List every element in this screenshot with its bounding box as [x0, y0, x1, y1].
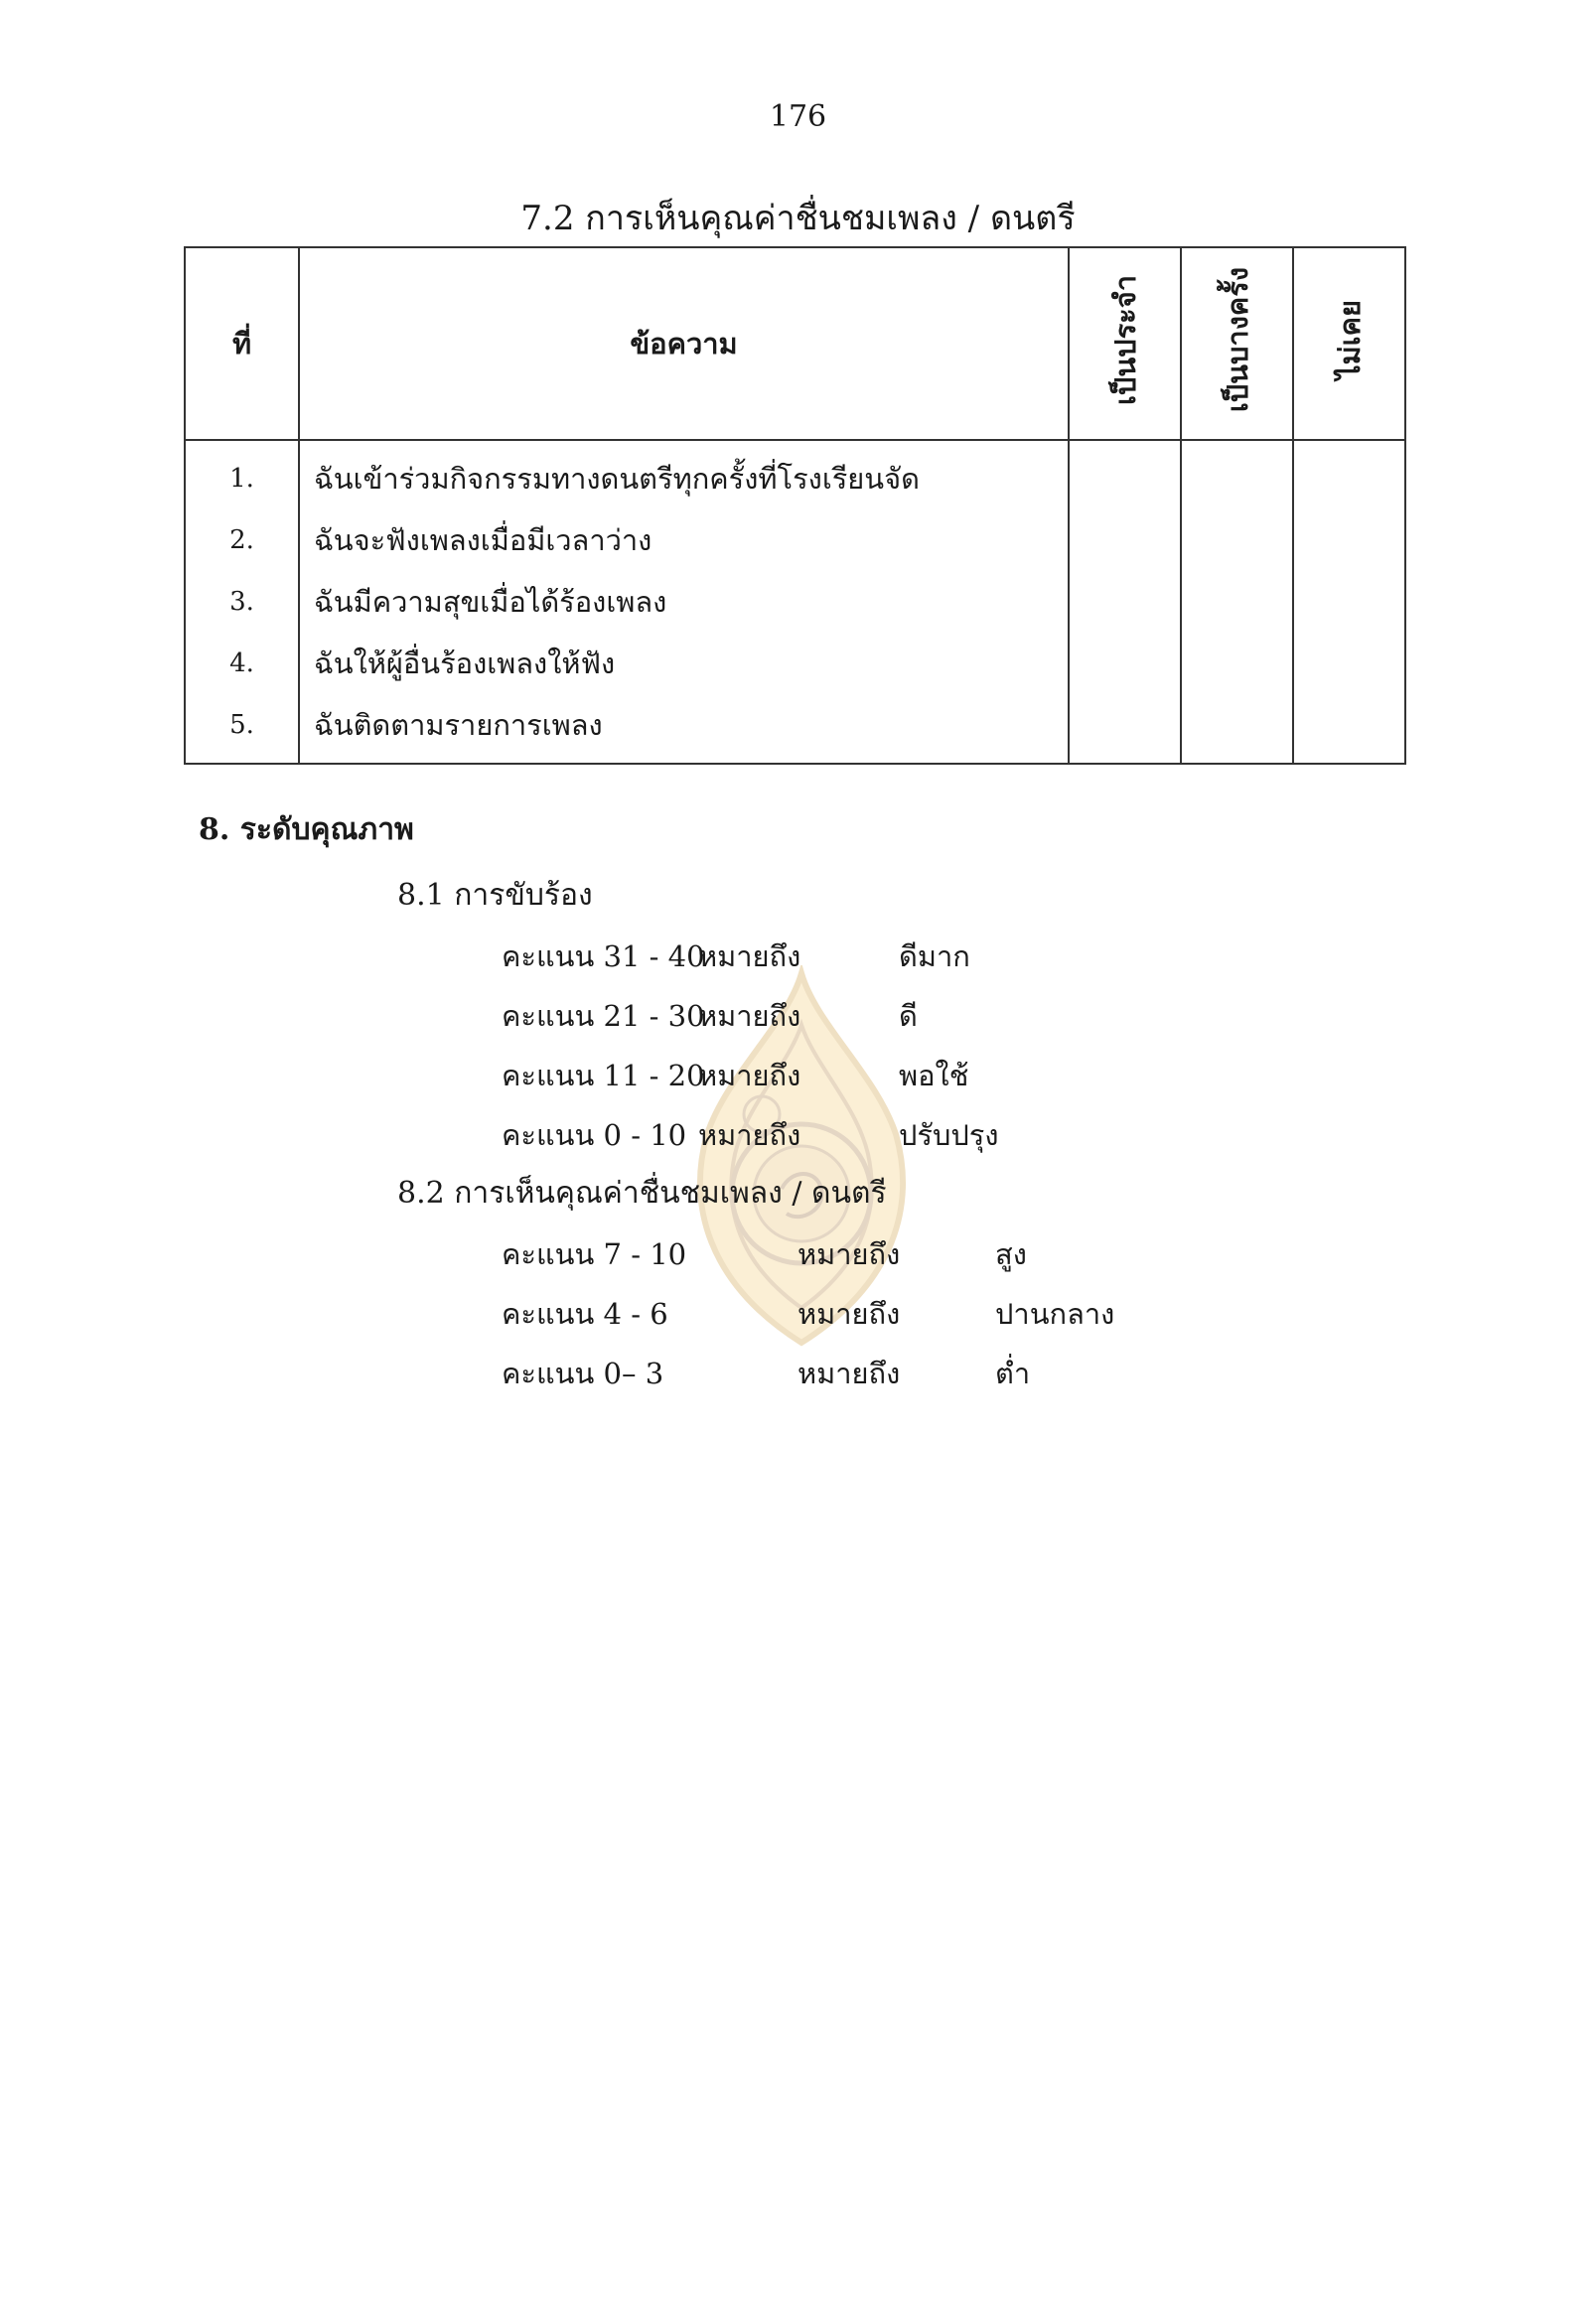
criterion-score: คะแนน 4 - 6: [502, 1297, 668, 1331]
sometimes-cell[interactable]: [1181, 694, 1293, 764]
criterion-means: หมายถึง: [798, 1237, 901, 1271]
header-never-label: ไม่เคย: [1332, 300, 1367, 380]
row-statement: ฉันมีความสุขเมื่อได้ร้องเพลง: [299, 571, 1069, 633]
criterion-means: หมายถึง: [698, 1118, 801, 1152]
table-title: 7.2 การเห็นคุณค่าชื่นชมเพลง / ดนตรี: [520, 199, 1076, 238]
never-cell[interactable]: [1293, 440, 1405, 509]
regular-cell[interactable]: [1069, 509, 1181, 571]
sometimes-cell[interactable]: [1181, 633, 1293, 694]
header-statement: ข้อความ: [299, 247, 1069, 440]
table-row: [185, 571, 1405, 633]
table-row: [185, 440, 1405, 509]
regular-cell[interactable]: [1069, 440, 1181, 509]
table-row: [185, 694, 1405, 764]
row-number: 2.: [185, 509, 299, 571]
row-number: 1.: [185, 440, 299, 509]
singing-title: 8.1 การขับร้อง: [397, 878, 593, 913]
criterion-score: คะแนน 0– 3: [502, 1357, 664, 1390]
row-statement: ฉันจะฟังเพลงเมื่อมีเวลาว่าง: [299, 509, 1069, 571]
table-row: [185, 509, 1405, 571]
criterion-level: ดี: [899, 999, 918, 1033]
regular-cell[interactable]: [1069, 633, 1181, 694]
criterion-level: ต่ำ: [995, 1357, 1031, 1390]
criterion-score: คะแนน 11 - 20: [502, 1059, 705, 1092]
regular-cell[interactable]: [1069, 571, 1181, 633]
criterion-level: สูง: [995, 1237, 1027, 1271]
page-number: 176: [769, 99, 827, 134]
sometimes-cell[interactable]: [1181, 440, 1293, 509]
row-statement: ฉันเข้าร่วมกิจกรรมทางดนตรีทุกครั้งที่โรงเรียนจัด: [299, 440, 1069, 509]
row-statement: ฉันให้ผู้อื่นร้องเพลงให้ฟัง: [299, 633, 1069, 694]
header-regular: [1069, 247, 1181, 440]
regular-cell[interactable]: [1069, 694, 1181, 764]
header-sometimes-label: เป็นบางครั้ง: [1220, 267, 1254, 413]
criterion-level: ปานกลาง: [995, 1297, 1115, 1331]
criterion-level: พอใช้: [899, 1059, 969, 1092]
never-cell[interactable]: [1293, 694, 1405, 764]
row-number: 5.: [185, 694, 299, 764]
table-header-row: [185, 247, 1405, 440]
sometimes-cell[interactable]: [1181, 509, 1293, 571]
row-number: 4.: [185, 633, 299, 694]
survey-table: [184, 246, 1406, 765]
criterion-means: หมายถึง: [698, 1059, 801, 1092]
criterion-means: หมายถึง: [698, 939, 801, 973]
never-cell[interactable]: [1293, 633, 1405, 694]
criterion-means: หมายถึง: [798, 1297, 901, 1331]
criterion-means: หมายถึง: [798, 1357, 901, 1390]
criterion-means: หมายถึง: [698, 999, 801, 1033]
header-sometimes: [1181, 247, 1293, 440]
row-number: 3.: [185, 571, 299, 633]
appreciation-title: 8.2 การเห็นคุณค่าชื่นชมเพลง / ดนตรี: [397, 1176, 887, 1211]
section-heading: 8. ระดับคุณภาพ: [199, 812, 414, 847]
header-no: ที่: [185, 247, 299, 440]
never-cell[interactable]: [1293, 571, 1405, 633]
criterion-score: คะแนน 0 - 10: [502, 1118, 687, 1152]
never-cell[interactable]: [1293, 509, 1405, 571]
criterion-score: คะแนน 31 - 40: [502, 939, 705, 973]
header-regular-label: เป็นประจำ: [1107, 275, 1142, 405]
criterion-level: ปรับปรุง: [899, 1118, 999, 1152]
row-statement: ฉันติดตามรายการเพลง: [299, 694, 1069, 764]
criterion-score: คะแนน 7 - 10: [502, 1237, 687, 1271]
table-row: [185, 633, 1405, 694]
header-never: [1293, 247, 1405, 440]
criterion-score: คะแนน 21 - 30: [502, 999, 705, 1033]
sometimes-cell[interactable]: [1181, 571, 1293, 633]
criterion-level: ดีมาก: [899, 939, 970, 973]
